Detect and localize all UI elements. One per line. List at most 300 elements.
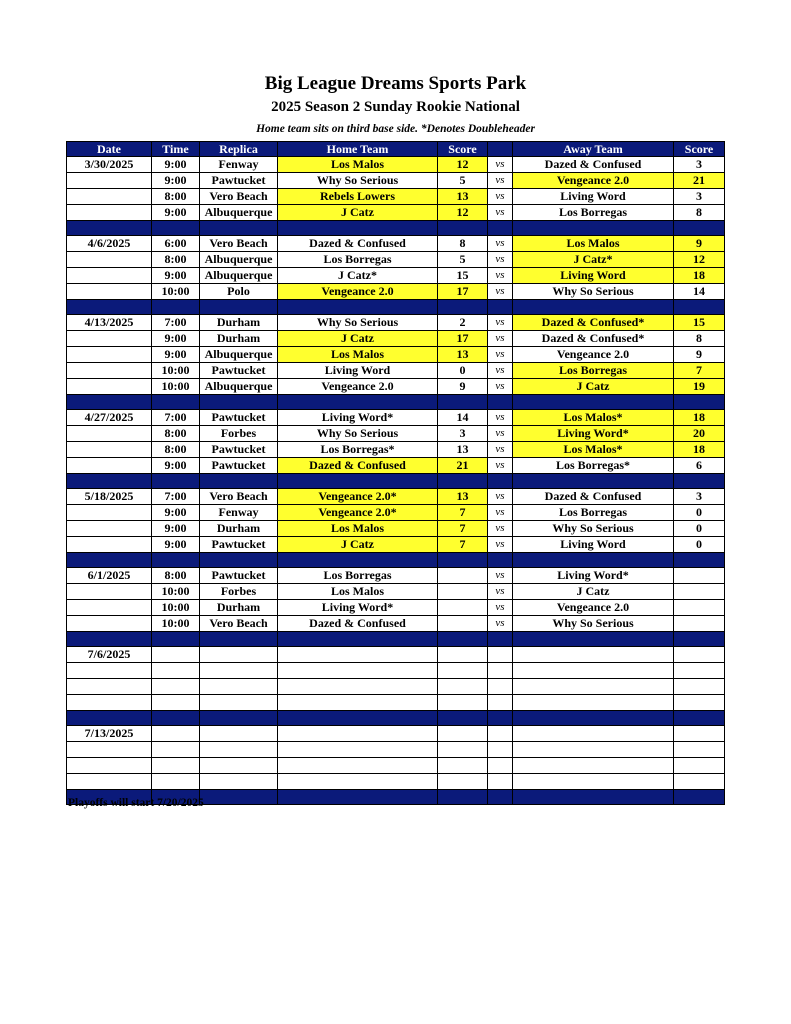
game-row bbox=[67, 616, 725, 632]
separator-cell bbox=[488, 711, 513, 726]
time-cell: 10:00 bbox=[152, 584, 200, 600]
separator-cell bbox=[488, 395, 513, 410]
away-team-cell: Los Malos* bbox=[513, 442, 674, 458]
separator-cell bbox=[200, 474, 278, 489]
away-team-cell bbox=[513, 742, 674, 758]
game-row bbox=[67, 537, 725, 553]
vs-cell: vs bbox=[488, 268, 513, 284]
week-separator bbox=[67, 553, 725, 568]
separator-cell bbox=[488, 790, 513, 805]
home-score-cell bbox=[438, 663, 488, 679]
vs-cell bbox=[488, 679, 513, 695]
replica-cell: Vero Beach bbox=[200, 616, 278, 632]
date-cell: 4/6/2025 bbox=[67, 236, 152, 252]
separator-cell bbox=[674, 711, 725, 726]
away-team-cell bbox=[513, 726, 674, 742]
home-team-cell bbox=[278, 758, 438, 774]
week-separator bbox=[67, 221, 725, 236]
away-team-cell: Living Word bbox=[513, 537, 674, 553]
game-row bbox=[67, 189, 725, 205]
home-score-cell bbox=[438, 616, 488, 632]
home-team-cell: J Catz bbox=[278, 537, 438, 553]
separator-cell bbox=[67, 711, 152, 726]
home-team-cell: Why So Serious bbox=[278, 315, 438, 331]
away-score-cell: 18 bbox=[674, 442, 725, 458]
away-team-cell: J Catz* bbox=[513, 252, 674, 268]
away-team-cell bbox=[513, 695, 674, 711]
replica-cell: Vero Beach bbox=[200, 236, 278, 252]
game-row bbox=[67, 426, 725, 442]
vs-cell bbox=[488, 742, 513, 758]
replica-cell: Albuquerque bbox=[200, 379, 278, 395]
away-team-cell: Dazed & Confused* bbox=[513, 315, 674, 331]
game-row bbox=[67, 157, 725, 173]
separator-cell bbox=[200, 711, 278, 726]
home-score-cell: 8 bbox=[438, 236, 488, 252]
home-team-cell: Vengeance 2.0 bbox=[278, 379, 438, 395]
time-cell: 9:00 bbox=[152, 157, 200, 173]
away-team-cell: J Catz bbox=[513, 379, 674, 395]
replica-cell: Albuquerque bbox=[200, 268, 278, 284]
vs-cell: vs bbox=[488, 426, 513, 442]
time-cell: 9:00 bbox=[152, 205, 200, 221]
away-team-cell: Los Malos bbox=[513, 236, 674, 252]
time-cell: 10:00 bbox=[152, 616, 200, 632]
col-header-replica: Replica bbox=[200, 142, 278, 157]
replica-cell bbox=[200, 758, 278, 774]
col-header-home-team: Home Team bbox=[278, 142, 438, 157]
away-team-cell: Why So Serious bbox=[513, 616, 674, 632]
time-cell: 10:00 bbox=[152, 379, 200, 395]
vs-cell: vs bbox=[488, 315, 513, 331]
date-cell bbox=[67, 742, 152, 758]
vs-cell: vs bbox=[488, 205, 513, 221]
home-team-cell: Living Word* bbox=[278, 600, 438, 616]
home-team-cell: Why So Serious bbox=[278, 426, 438, 442]
replica-cell: Pawtucket bbox=[200, 363, 278, 379]
separator-cell bbox=[67, 553, 152, 568]
replica-cell: Albuquerque bbox=[200, 347, 278, 363]
replica-cell bbox=[200, 695, 278, 711]
replica-cell: Fenway bbox=[200, 505, 278, 521]
game-row bbox=[67, 205, 725, 221]
away-score-cell: 0 bbox=[674, 537, 725, 553]
game-row bbox=[67, 647, 725, 663]
replica-cell: Albuquerque bbox=[200, 205, 278, 221]
separator-cell bbox=[200, 632, 278, 647]
date-cell bbox=[67, 679, 152, 695]
home-team-cell: Vengeance 2.0* bbox=[278, 505, 438, 521]
away-score-cell: 8 bbox=[674, 331, 725, 347]
away-team-cell: Dazed & Confused bbox=[513, 157, 674, 173]
time-cell: 8:00 bbox=[152, 426, 200, 442]
away-score-cell bbox=[674, 742, 725, 758]
separator-cell bbox=[438, 300, 488, 315]
separator-cell bbox=[438, 711, 488, 726]
game-row bbox=[67, 758, 725, 774]
time-cell: 7:00 bbox=[152, 410, 200, 426]
away-team-cell: Living Word bbox=[513, 268, 674, 284]
separator-cell bbox=[152, 300, 200, 315]
separator-cell bbox=[438, 632, 488, 647]
time-cell: 8:00 bbox=[152, 442, 200, 458]
away-score-cell bbox=[674, 774, 725, 790]
separator-cell bbox=[278, 300, 438, 315]
away-team-cell: Living Word* bbox=[513, 426, 674, 442]
game-row bbox=[67, 363, 725, 379]
away-score-cell: 0 bbox=[674, 521, 725, 537]
replica-cell bbox=[200, 742, 278, 758]
replica-cell: Pawtucket bbox=[200, 568, 278, 584]
week-separator bbox=[67, 632, 725, 647]
away-score-cell: 19 bbox=[674, 379, 725, 395]
away-team-cell: Los Borregas bbox=[513, 505, 674, 521]
away-team-cell: Living Word bbox=[513, 189, 674, 205]
vs-cell: vs bbox=[488, 505, 513, 521]
week-separator bbox=[67, 711, 725, 726]
home-score-cell: 13 bbox=[438, 347, 488, 363]
away-team-cell bbox=[513, 758, 674, 774]
separator-cell bbox=[200, 790, 278, 805]
separator-cell bbox=[152, 553, 200, 568]
away-score-cell: 7 bbox=[674, 363, 725, 379]
separator-cell bbox=[200, 300, 278, 315]
vs-cell: vs bbox=[488, 410, 513, 426]
separator-cell bbox=[200, 395, 278, 410]
home-score-cell: 5 bbox=[438, 173, 488, 189]
away-score-cell: 15 bbox=[674, 315, 725, 331]
away-team-cell: Vengeance 2.0 bbox=[513, 600, 674, 616]
home-team-cell bbox=[278, 679, 438, 695]
home-team-cell bbox=[278, 663, 438, 679]
time-cell: 9:00 bbox=[152, 505, 200, 521]
vs-cell: vs bbox=[488, 568, 513, 584]
date-cell bbox=[67, 458, 152, 474]
home-score-cell bbox=[438, 758, 488, 774]
separator-cell bbox=[438, 474, 488, 489]
home-team-cell: Vengeance 2.0 bbox=[278, 284, 438, 300]
schedule-note: Home team sits on third base side. *Denotes Doubleheader bbox=[256, 123, 535, 135]
home-score-cell: 14 bbox=[438, 410, 488, 426]
date-cell bbox=[67, 268, 152, 284]
home-score-cell: 7 bbox=[438, 505, 488, 521]
away-score-cell: 21 bbox=[674, 173, 725, 189]
date-cell: 5/18/2025 bbox=[67, 489, 152, 505]
home-team-cell: Dazed & Confused bbox=[278, 458, 438, 474]
game-row bbox=[67, 584, 725, 600]
replica-cell: Vero Beach bbox=[200, 189, 278, 205]
date-cell bbox=[67, 426, 152, 442]
away-team-cell: Living Word* bbox=[513, 568, 674, 584]
away-team-cell: Dazed & Confused* bbox=[513, 331, 674, 347]
time-cell: 6:00 bbox=[152, 236, 200, 252]
week-separator bbox=[67, 395, 725, 410]
game-row bbox=[67, 695, 725, 711]
away-score-cell bbox=[674, 600, 725, 616]
separator-cell bbox=[152, 395, 200, 410]
time-cell: 9:00 bbox=[152, 537, 200, 553]
vs-cell: vs bbox=[488, 347, 513, 363]
home-score-cell: 17 bbox=[438, 331, 488, 347]
replica-cell bbox=[200, 647, 278, 663]
time-cell bbox=[152, 647, 200, 663]
away-score-cell: 18 bbox=[674, 268, 725, 284]
date-cell: 4/13/2025 bbox=[67, 315, 152, 331]
home-score-cell: 15 bbox=[438, 268, 488, 284]
vs-cell: vs bbox=[488, 189, 513, 205]
away-score-cell bbox=[674, 647, 725, 663]
separator-cell bbox=[674, 553, 725, 568]
date-cell bbox=[67, 663, 152, 679]
separator-cell bbox=[438, 395, 488, 410]
date-cell bbox=[67, 205, 152, 221]
replica-cell: Polo bbox=[200, 284, 278, 300]
home-score-cell: 12 bbox=[438, 157, 488, 173]
time-cell: 9:00 bbox=[152, 331, 200, 347]
replica-cell bbox=[200, 726, 278, 742]
home-team-cell: J Catz* bbox=[278, 268, 438, 284]
home-score-cell bbox=[438, 568, 488, 584]
separator-cell bbox=[513, 553, 674, 568]
time-cell: 9:00 bbox=[152, 521, 200, 537]
game-row bbox=[67, 568, 725, 584]
separator-cell bbox=[674, 790, 725, 805]
game-row bbox=[67, 458, 725, 474]
home-score-cell: 2 bbox=[438, 315, 488, 331]
separator-cell bbox=[513, 790, 674, 805]
game-row bbox=[67, 315, 725, 331]
vs-cell: vs bbox=[488, 252, 513, 268]
separator-cell bbox=[278, 221, 438, 236]
game-row bbox=[67, 774, 725, 790]
schedule-table bbox=[66, 141, 725, 805]
vs-cell: vs bbox=[488, 363, 513, 379]
separator-cell bbox=[488, 553, 513, 568]
time-cell bbox=[152, 663, 200, 679]
vs-cell: vs bbox=[488, 489, 513, 505]
vs-cell: vs bbox=[488, 236, 513, 252]
vs-cell bbox=[488, 647, 513, 663]
away-score-cell bbox=[674, 568, 725, 584]
game-row bbox=[67, 663, 725, 679]
replica-cell: Pawtucket bbox=[200, 537, 278, 553]
vs-cell bbox=[488, 774, 513, 790]
vs-cell: vs bbox=[488, 173, 513, 189]
vs-cell bbox=[488, 695, 513, 711]
date-cell bbox=[67, 442, 152, 458]
home-score-cell: 5 bbox=[438, 252, 488, 268]
home-score-cell: 7 bbox=[438, 537, 488, 553]
home-team-cell: Dazed & Confused bbox=[278, 236, 438, 252]
date-cell: 7/6/2025 bbox=[67, 647, 152, 663]
separator-cell bbox=[513, 632, 674, 647]
separator-cell bbox=[278, 790, 438, 805]
col-header-vs bbox=[488, 142, 513, 157]
col-header-date: Date bbox=[67, 142, 152, 157]
away-score-cell: 20 bbox=[674, 426, 725, 442]
game-row bbox=[67, 442, 725, 458]
replica-cell: Durham bbox=[200, 315, 278, 331]
home-team-cell: Los Borregas* bbox=[278, 442, 438, 458]
time-cell: 8:00 bbox=[152, 189, 200, 205]
separator-cell bbox=[488, 632, 513, 647]
replica-cell bbox=[200, 679, 278, 695]
home-team-cell: Los Malos bbox=[278, 157, 438, 173]
time-cell: 9:00 bbox=[152, 268, 200, 284]
game-row bbox=[67, 600, 725, 616]
home-team-cell: Dazed & Confused bbox=[278, 616, 438, 632]
away-score-cell bbox=[674, 679, 725, 695]
time-cell: 10:00 bbox=[152, 600, 200, 616]
home-score-cell bbox=[438, 679, 488, 695]
page-title: Big League Dreams Sports Park bbox=[264, 73, 527, 94]
separator-cell bbox=[67, 395, 152, 410]
away-team-cell: Why So Serious bbox=[513, 521, 674, 537]
home-team-cell: Los Borregas bbox=[278, 568, 438, 584]
separator-cell bbox=[278, 395, 438, 410]
game-row bbox=[67, 410, 725, 426]
schedule-body bbox=[67, 157, 725, 805]
home-team-cell: Why So Serious bbox=[278, 173, 438, 189]
away-team-cell: Los Borregas bbox=[513, 363, 674, 379]
time-cell: 9:00 bbox=[152, 347, 200, 363]
home-team-cell: Los Borregas bbox=[278, 252, 438, 268]
separator-cell bbox=[674, 395, 725, 410]
away-score-cell bbox=[674, 726, 725, 742]
time-cell bbox=[152, 726, 200, 742]
replica-cell: Durham bbox=[200, 331, 278, 347]
home-team-cell bbox=[278, 647, 438, 663]
home-score-cell: 17 bbox=[438, 284, 488, 300]
replica-cell: Forbes bbox=[200, 584, 278, 600]
away-score-cell: 8 bbox=[674, 205, 725, 221]
date-cell bbox=[67, 758, 152, 774]
away-score-cell: 12 bbox=[674, 252, 725, 268]
away-team-cell: Los Malos* bbox=[513, 410, 674, 426]
separator-cell bbox=[674, 474, 725, 489]
date-cell bbox=[67, 173, 152, 189]
vs-cell: vs bbox=[488, 157, 513, 173]
time-cell: 7:00 bbox=[152, 315, 200, 331]
separator-cell bbox=[278, 711, 438, 726]
week-separator bbox=[67, 300, 725, 315]
page-subtitle: 2025 Season 2 Sunday Rookie National bbox=[271, 99, 520, 115]
separator-cell bbox=[513, 711, 674, 726]
separator-cell bbox=[152, 711, 200, 726]
vs-cell: vs bbox=[488, 379, 513, 395]
home-team-cell: J Catz bbox=[278, 331, 438, 347]
away-score-cell: 0 bbox=[674, 505, 725, 521]
game-row bbox=[67, 489, 725, 505]
separator-cell bbox=[152, 221, 200, 236]
separator-cell bbox=[438, 790, 488, 805]
time-cell bbox=[152, 679, 200, 695]
away-score-cell: 18 bbox=[674, 410, 725, 426]
away-score-cell bbox=[674, 695, 725, 711]
separator-cell bbox=[438, 553, 488, 568]
home-team-cell: Vengeance 2.0* bbox=[278, 489, 438, 505]
time-cell bbox=[152, 774, 200, 790]
replica-cell: Fenway bbox=[200, 157, 278, 173]
game-row bbox=[67, 521, 725, 537]
time-cell: 8:00 bbox=[152, 252, 200, 268]
col-header-away-team: Away Team bbox=[513, 142, 674, 157]
home-team-cell: Los Malos bbox=[278, 584, 438, 600]
replica-cell bbox=[200, 663, 278, 679]
date-cell bbox=[67, 774, 152, 790]
date-cell bbox=[67, 584, 152, 600]
game-row bbox=[67, 505, 725, 521]
date-cell: 6/1/2025 bbox=[67, 568, 152, 584]
game-row bbox=[67, 347, 725, 363]
separator-cell bbox=[67, 221, 152, 236]
away-score-cell: 9 bbox=[674, 347, 725, 363]
away-team-cell bbox=[513, 774, 674, 790]
time-cell bbox=[152, 758, 200, 774]
home-team-cell: Living Word* bbox=[278, 410, 438, 426]
home-score-cell bbox=[438, 774, 488, 790]
replica-cell: Vero Beach bbox=[200, 489, 278, 505]
week-separator bbox=[67, 474, 725, 489]
replica-cell: Pawtucket bbox=[200, 442, 278, 458]
game-row bbox=[67, 679, 725, 695]
home-team-cell: Rebels Lowers bbox=[278, 189, 438, 205]
separator-cell bbox=[438, 221, 488, 236]
header-row bbox=[67, 142, 725, 157]
away-score-cell bbox=[674, 663, 725, 679]
away-score-cell: 14 bbox=[674, 284, 725, 300]
time-cell: 9:00 bbox=[152, 173, 200, 189]
separator-cell bbox=[488, 300, 513, 315]
col-header-home-score: Score bbox=[438, 142, 488, 157]
away-score-cell bbox=[674, 758, 725, 774]
separator-cell bbox=[488, 221, 513, 236]
time-cell: 7:00 bbox=[152, 489, 200, 505]
away-score-cell bbox=[674, 584, 725, 600]
date-cell bbox=[67, 537, 152, 553]
home-team-cell bbox=[278, 726, 438, 742]
away-score-cell: 3 bbox=[674, 489, 725, 505]
home-score-cell bbox=[438, 742, 488, 758]
time-cell: 8:00 bbox=[152, 568, 200, 584]
date-cell bbox=[67, 284, 152, 300]
separator-cell bbox=[513, 474, 674, 489]
date-cell bbox=[67, 331, 152, 347]
vs-cell: vs bbox=[488, 284, 513, 300]
col-header-away-score: Score bbox=[674, 142, 725, 157]
home-score-cell: 7 bbox=[438, 521, 488, 537]
vs-cell bbox=[488, 758, 513, 774]
separator-cell bbox=[488, 474, 513, 489]
date-cell bbox=[67, 363, 152, 379]
away-team-cell bbox=[513, 663, 674, 679]
separator-cell bbox=[200, 221, 278, 236]
away-team-cell: Why So Serious bbox=[513, 284, 674, 300]
home-score-cell: 13 bbox=[438, 442, 488, 458]
date-cell bbox=[67, 347, 152, 363]
game-row bbox=[67, 284, 725, 300]
separator-cell bbox=[674, 221, 725, 236]
away-team-cell: Vengeance 2.0 bbox=[513, 173, 674, 189]
date-cell bbox=[67, 521, 152, 537]
home-team-cell: J Catz bbox=[278, 205, 438, 221]
vs-cell: vs bbox=[488, 521, 513, 537]
date-cell bbox=[67, 379, 152, 395]
separator-cell bbox=[674, 632, 725, 647]
away-team-cell: Vengeance 2.0 bbox=[513, 347, 674, 363]
home-score-cell: 21 bbox=[438, 458, 488, 474]
away-score-cell: 6 bbox=[674, 458, 725, 474]
